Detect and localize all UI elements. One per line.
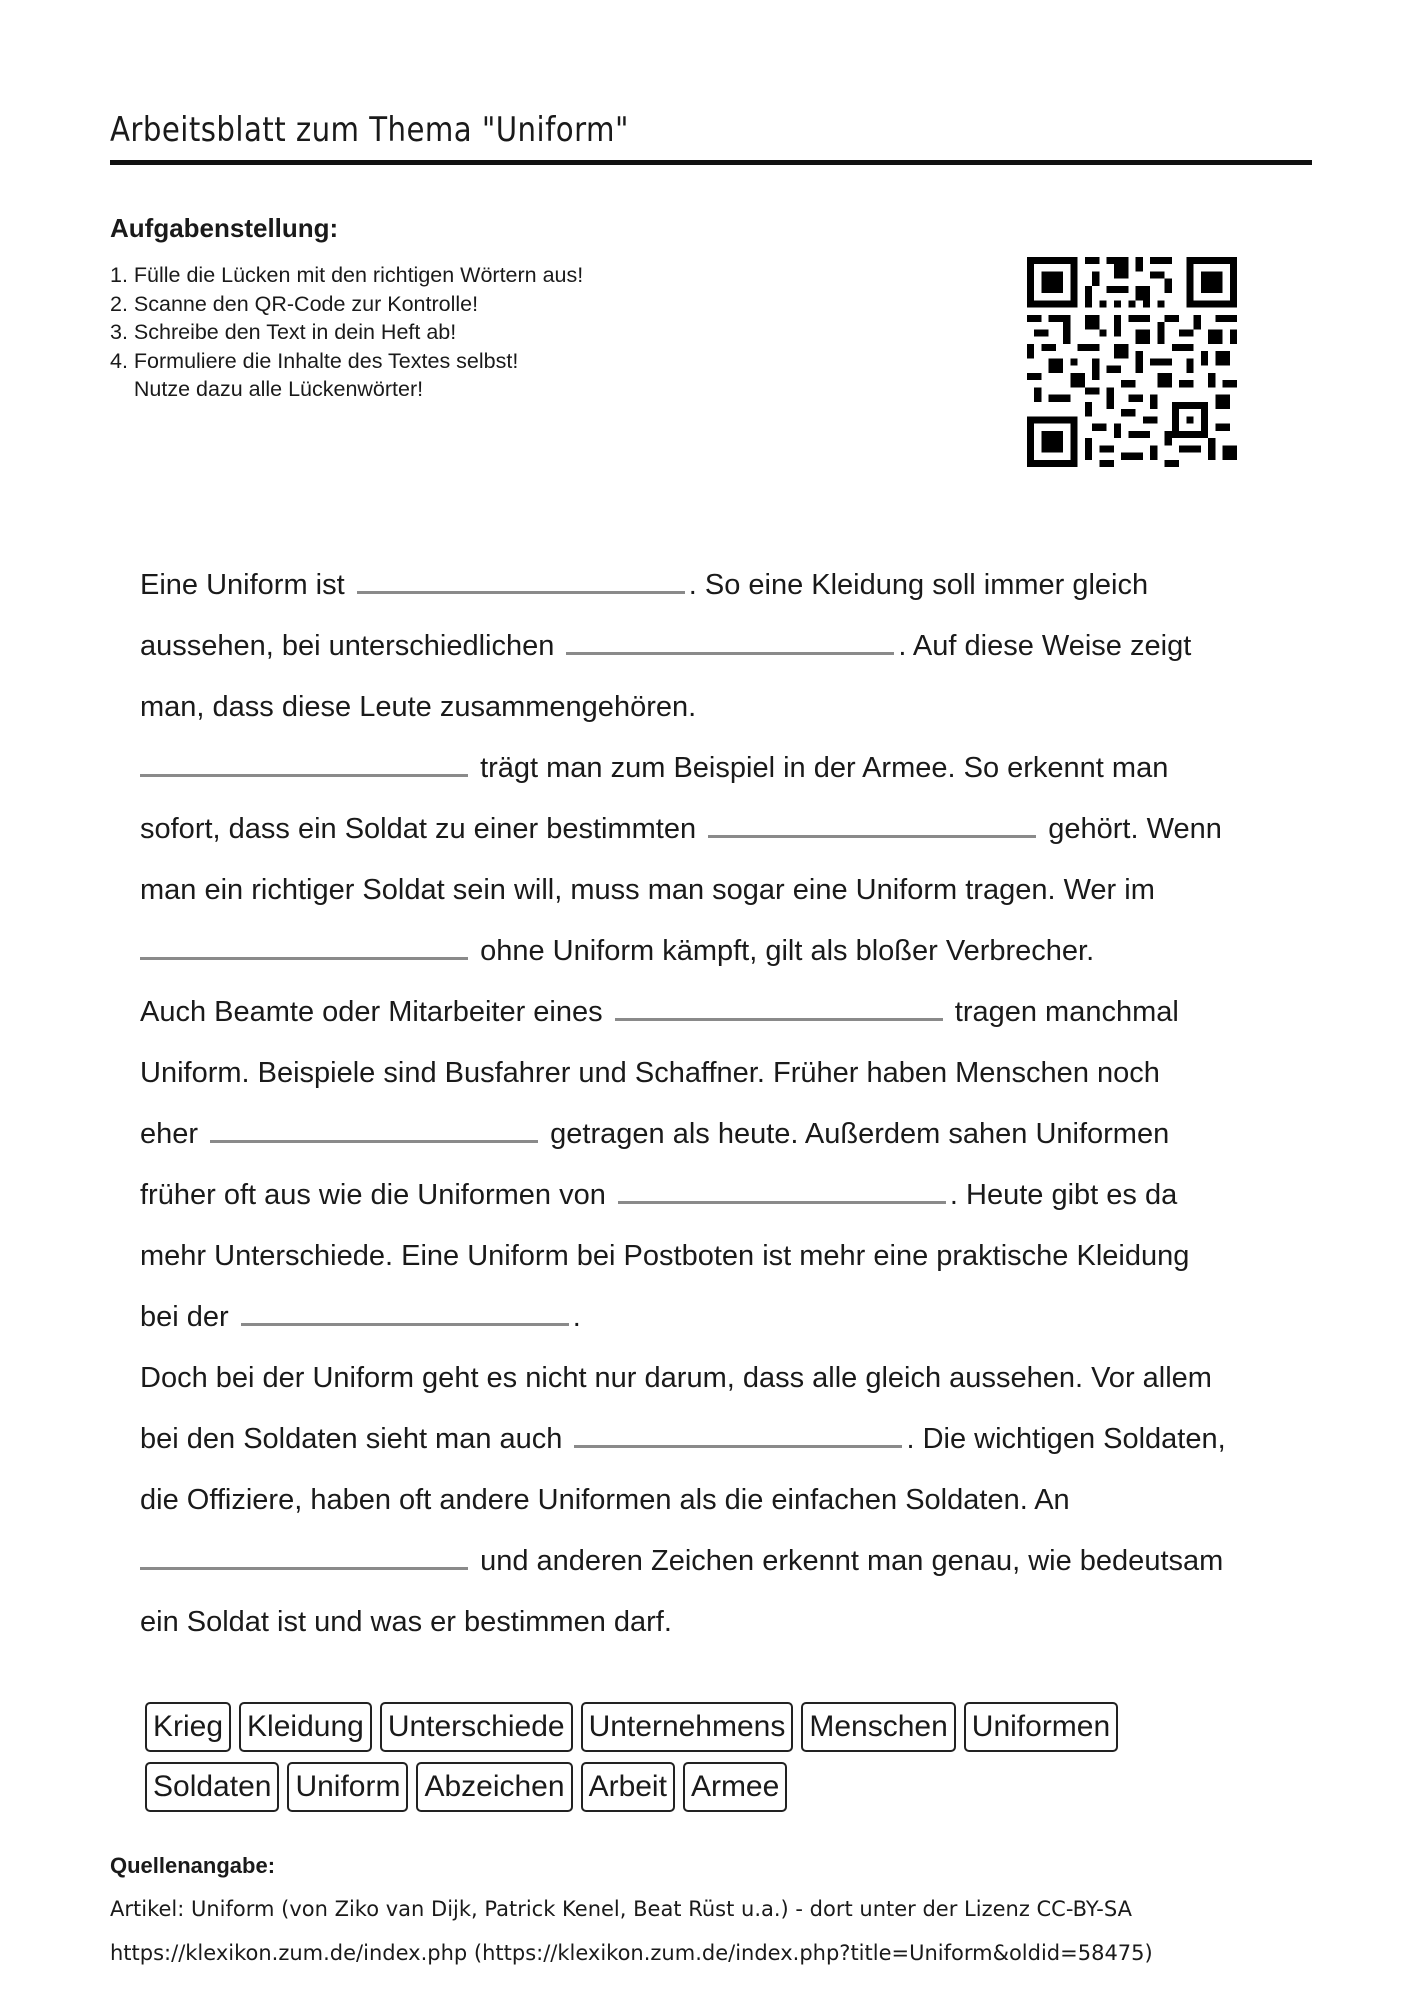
- cloze-line: [140, 1287, 1280, 1348]
- blank-input[interactable]: [140, 744, 468, 777]
- cloze-text-segment: . Auf diese Weise zeigt: [898, 630, 1192, 662]
- cloze-line: [140, 982, 1280, 1043]
- cloze-line: [140, 616, 1280, 677]
- cloze-text-segment: Auch Beamte oder Mitarbeiter eines: [140, 996, 603, 1028]
- blank-input[interactable]: [615, 988, 943, 1021]
- word-chip[interactable]: Uniformen: [964, 1702, 1118, 1752]
- word-bank: [145, 1702, 1195, 1822]
- cloze-text-segment: und anderen Zeichen erkennt man genau, wie bedeutsam: [480, 1545, 1224, 1577]
- cloze-line: [140, 1470, 1280, 1531]
- word-chip[interactable]: Uniform: [287, 1762, 408, 1812]
- word-chip[interactable]: Kleidung: [239, 1702, 372, 1752]
- cloze-line: [140, 1165, 1280, 1226]
- task-item: 3. Schreibe den Text in dein Heft ab!: [110, 320, 457, 344]
- blank-input[interactable]: [566, 622, 894, 655]
- cloze-text-segment: man, dass diese Leute zusammengehören.: [140, 691, 697, 723]
- cloze-line: [140, 799, 1280, 860]
- cloze-text-segment: Doch bei der Uniform geht es nicht nur darum, dass alle gleich aussehen. Vor allem: [140, 1362, 1212, 1394]
- cloze-text-segment: man ein richtiger Soldat sein will, muss man sogar eine Uniform tragen. Wer im: [140, 874, 1155, 906]
- task-list: [110, 261, 583, 404]
- source-heading: Quellenangabe:: [110, 1853, 276, 1878]
- cloze-text-segment: mehr Unterschiede. Eine Uniform bei Postboten ist mehr eine praktische Kleidung: [140, 1240, 1190, 1272]
- word-chip[interactable]: Menschen: [801, 1702, 955, 1752]
- cloze-text-segment: . So eine Kleidung soll immer gleich: [688, 569, 1149, 601]
- cloze-text-segment: trägt man zum Beispiel in der Armee. So erkennt man: [480, 752, 1169, 784]
- task-heading: Aufgabenstellung:: [110, 213, 339, 243]
- cloze-text-segment: die Offiziere, haben oft andere Uniformen als die einfachen Soldaten. An: [140, 1484, 1070, 1516]
- blank-input[interactable]: [574, 1415, 902, 1448]
- task-item: 1. Fülle die Lücken mit den richtigen Wörtern aus!: [110, 263, 584, 287]
- cloze-line: [140, 860, 1280, 921]
- word-chip[interactable]: Krieg: [145, 1702, 231, 1752]
- word-chip[interactable]: Abzeichen: [416, 1762, 572, 1812]
- cloze-line: [140, 1104, 1280, 1165]
- task-item: 4. Formuliere die Inhalte des Textes selbst!: [110, 348, 519, 373]
- cloze-text-segment: tragen manchmal: [954, 996, 1179, 1028]
- cloze-text-segment: . Die wichtigen Soldaten,: [906, 1423, 1226, 1455]
- cloze-line: [140, 1531, 1280, 1592]
- worksheet-title: Arbeitsblatt zum Thema "Uniform": [110, 110, 629, 150]
- cloze-line: [140, 1592, 1280, 1653]
- title-divider: [110, 160, 1312, 165]
- cloze-text-segment: gehört. Wenn: [1048, 813, 1222, 845]
- source-url[interactable]: https://klexikon.zum.de/index.php (https://klexikon.zum.de/index.php?title=Uniform&oldid=58475): [110, 1941, 1153, 1965]
- cloze-text-segment: bei der: [140, 1301, 229, 1333]
- word-chip[interactable]: Unterschiede: [380, 1702, 573, 1752]
- word-chip[interactable]: Arbeit: [581, 1762, 675, 1812]
- cloze-line: [140, 677, 1280, 738]
- cloze-line: [140, 1043, 1280, 1104]
- blank-input[interactable]: [140, 1537, 468, 1570]
- source-citation: Artikel: Uniform (von Ziko van Dijk, Patrick Kenel, Beat Rüst u.a.) - dort unter der Lizenz CC-BY-SA: [110, 1897, 1132, 1921]
- blank-input[interactable]: [357, 561, 685, 594]
- blank-input[interactable]: [618, 1171, 946, 1204]
- cloze-text-segment: früher oft aus wie die Uniformen von: [140, 1179, 606, 1211]
- cloze-text-segment: .: [572, 1301, 581, 1333]
- cloze-line: [140, 555, 1280, 616]
- cloze-text-segment: Uniform. Beispiele sind Busfahrer und Schaffner. Früher haben Menschen noch: [140, 1057, 1160, 1089]
- word-chip[interactable]: Soldaten: [145, 1762, 279, 1812]
- blank-input[interactable]: [241, 1293, 569, 1326]
- cloze-text-segment: ein Soldat ist und was er bestimmen darf.: [140, 1606, 672, 1638]
- cloze-text-segment: . Heute gibt es da: [949, 1179, 1178, 1211]
- task-item: Nutze dazu alle Lückenwörter!: [110, 377, 424, 401]
- qr-code-icon[interactable]: [1027, 257, 1237, 467]
- blank-input[interactable]: [708, 805, 1036, 838]
- cloze-line: [140, 1409, 1280, 1470]
- word-chip[interactable]: Armee: [683, 1762, 787, 1812]
- cloze-text-segment: aussehen, bei unterschiedlichen: [140, 630, 555, 662]
- task-item: 2. Scanne den QR-Code zur Kontrolle!: [110, 291, 479, 316]
- cloze-text-segment: bei den Soldaten sieht man auch: [140, 1423, 563, 1455]
- cloze-text-segment: eher: [140, 1118, 199, 1150]
- blank-input[interactable]: [210, 1110, 538, 1143]
- cloze-line: [140, 1226, 1280, 1287]
- cloze-line: [140, 1348, 1280, 1409]
- cloze-text: [140, 555, 1280, 1653]
- cloze-line: [140, 738, 1280, 799]
- cloze-line: [140, 921, 1280, 982]
- cloze-text-segment: getragen als heute. Außerdem sahen Uniformen: [550, 1118, 1170, 1150]
- cloze-text-segment: Eine Uniform ist: [140, 569, 345, 601]
- word-chip[interactable]: Unternehmens: [581, 1702, 794, 1752]
- blank-input[interactable]: [140, 927, 468, 960]
- cloze-text-segment: sofort, dass ein Soldat zu einer bestimmten: [140, 813, 697, 845]
- cloze-text-segment: ohne Uniform kämpft, gilt als bloßer Verbrecher.: [480, 935, 1095, 967]
